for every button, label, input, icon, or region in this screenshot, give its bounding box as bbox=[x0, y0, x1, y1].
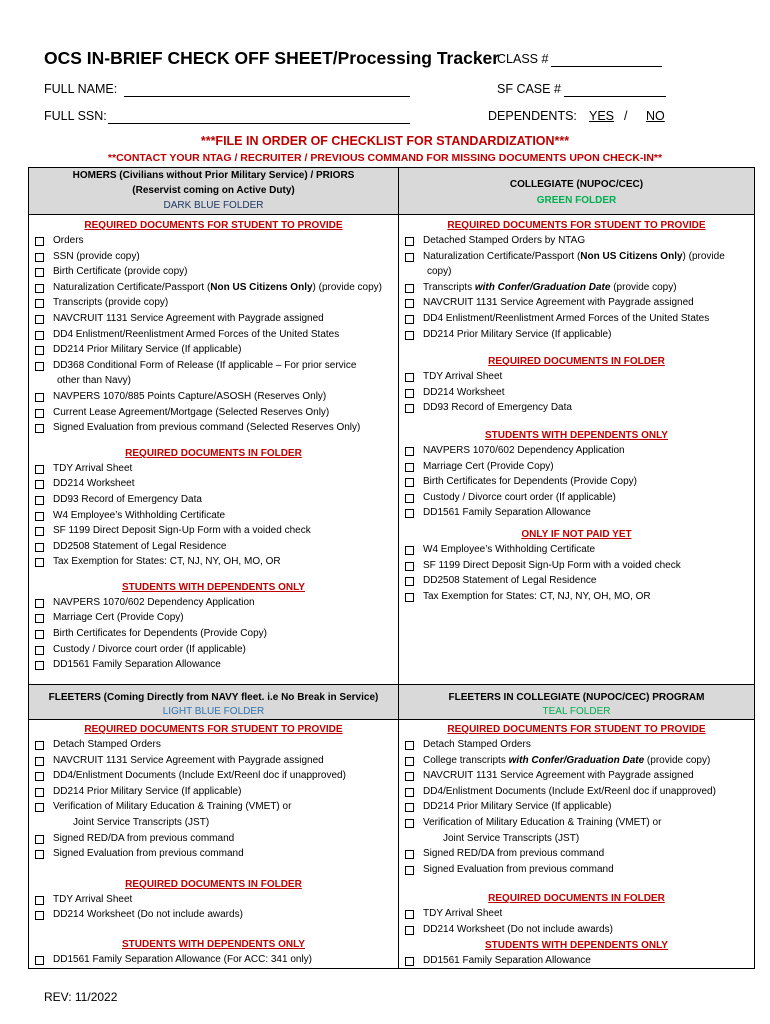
checkbox[interactable] bbox=[35, 741, 44, 750]
checklist-item bbox=[33, 539, 398, 555]
checklist-item bbox=[403, 249, 754, 265]
checklist-item bbox=[403, 784, 754, 800]
checkbox[interactable] bbox=[35, 543, 44, 552]
checklist-item bbox=[403, 737, 754, 753]
checklist-item-label: DD214 Prior Military Service (If applicable) bbox=[423, 801, 612, 813]
checkbox[interactable] bbox=[35, 237, 44, 246]
homers-dependents-list bbox=[29, 595, 398, 673]
checkbox[interactable] bbox=[35, 346, 44, 355]
checkbox[interactable] bbox=[405, 546, 414, 555]
fleeters-collegiate-student-docs-heading: REQUIRED DOCUMENTS FOR STUDENT TO PROVIDE bbox=[447, 724, 706, 735]
fleeters-folder: LIGHT BLUE FOLDER bbox=[162, 706, 265, 717]
checkbox[interactable] bbox=[405, 284, 414, 293]
checkbox[interactable] bbox=[35, 896, 44, 905]
fleeters-collegiate-folder: TEAL FOLDER bbox=[542, 706, 611, 717]
checkbox[interactable] bbox=[405, 447, 414, 456]
standardization-banner: ***FILE IN ORDER OF CHECKLIST FOR STANDARDIZATION*** bbox=[200, 134, 570, 148]
checklist-item bbox=[33, 476, 398, 492]
checklist-item bbox=[33, 657, 398, 673]
checklist-item bbox=[33, 831, 398, 847]
checklist-item bbox=[403, 589, 754, 605]
homers-folder-docs-heading: REQUIRED DOCUMENTS IN FOLDER bbox=[125, 447, 302, 459]
checklist-item bbox=[33, 358, 398, 374]
contact-banner: **CONTACT YOUR NTAG / RECRUITER / PREVIOUS COMMAND FOR MISSING DOCUMENTS UPON CHECK-IN** bbox=[107, 152, 663, 164]
checkbox[interactable] bbox=[35, 661, 44, 670]
fleeters-dependents-list bbox=[29, 952, 398, 968]
checklist-item-label: Tax Exemption for States: CT, NJ, NY, OH, MO, OR bbox=[53, 556, 281, 568]
sf-case-field[interactable] bbox=[564, 96, 666, 97]
checklist-item bbox=[33, 342, 398, 358]
checklist-item bbox=[403, 906, 754, 922]
full-name-label: FULL NAME: bbox=[44, 82, 118, 96]
homers-folder: DARK BLUE FOLDER bbox=[163, 200, 264, 211]
checklist-item bbox=[33, 753, 398, 769]
fleeters-student-docs-heading: REQUIRED DOCUMENTS FOR STUDENT TO PROVIDE bbox=[84, 724, 343, 735]
checklist-item bbox=[403, 753, 754, 769]
checklist-item-label: TDY Arrival Sheet bbox=[53, 462, 133, 474]
checkbox[interactable] bbox=[405, 741, 414, 750]
checklist-item-label: DD2508 Statement of Legal Residence bbox=[53, 540, 227, 552]
checklist-item-label: DD1561 Family Separation Allowance (For ACC: 341 only) bbox=[53, 953, 313, 965]
revision-date: REV: 11/2022 bbox=[44, 990, 118, 1004]
homers-subtitle: (Reservist coming on Active Duty) bbox=[132, 185, 295, 196]
checkbox[interactable] bbox=[405, 373, 414, 382]
checkbox[interactable] bbox=[35, 558, 44, 567]
checkbox[interactable] bbox=[35, 409, 44, 418]
checkbox[interactable] bbox=[405, 509, 414, 518]
checklist-item bbox=[33, 626, 398, 642]
checklist-item-label: Signed Evaluation from previous command bbox=[53, 848, 244, 860]
collegiate-not-paid-heading: ONLY IF NOT PAID YET bbox=[521, 528, 632, 540]
checklist-item-label: Transcripts with Confer/Graduation Date (provide copy) bbox=[423, 281, 677, 293]
checklist-item bbox=[33, 554, 398, 570]
checkbox[interactable] bbox=[405, 562, 414, 571]
checklist-item-label: NAVPERS 1070/602 Dependency Application bbox=[53, 596, 255, 608]
page-title: OCS IN-BRIEF CHECK OFF SHEET/Processing Tracker bbox=[44, 48, 500, 68]
checklist-item-label: SF 1199 Direct Deposit Sign-Up Form with a voided check bbox=[53, 525, 311, 537]
checklist-item-label: Current Lease Agreement/Mortgage (Selected Reserves Only) bbox=[53, 406, 330, 418]
collegiate-title: COLLEGIATE (NUPOC/CEC) bbox=[509, 179, 644, 190]
checklist-item-label: Naturalization Certificate/Passport (Non US Citizens Only) (provide copy) bbox=[53, 281, 382, 293]
checklist-item bbox=[33, 264, 398, 280]
checklist-item-label: Naturalization Certificate/Passport (Non US Citizens Only) (provide bbox=[423, 250, 725, 262]
checklist-item bbox=[403, 295, 754, 311]
checklist-item-label: NAVCRUIT 1131 Service Agreement with Paygrade assigned bbox=[423, 297, 694, 309]
checklist-item bbox=[33, 405, 398, 421]
checklist-item bbox=[403, 831, 754, 847]
checklist-item-label: Verification of Military Education & Training (VMET) or bbox=[423, 816, 662, 828]
fleeters-collegiate-header bbox=[399, 685, 755, 720]
fleeters-header bbox=[29, 685, 399, 720]
checkbox[interactable] bbox=[35, 599, 44, 608]
fleeters-folder-docs-heading: REQUIRED DOCUMENTS IN FOLDER bbox=[125, 878, 302, 890]
checklist-item bbox=[33, 642, 398, 658]
homers-student-docs-heading: REQUIRED DOCUMENTS FOR STUDENT TO PROVIDE bbox=[84, 220, 343, 231]
full-ssn-field[interactable] bbox=[108, 123, 410, 124]
checkbox[interactable] bbox=[405, 315, 414, 324]
checklist-item bbox=[33, 846, 398, 862]
checklist-item bbox=[33, 768, 398, 784]
checkbox[interactable] bbox=[35, 835, 44, 844]
checklist-item-label: W4 Employee’s Withholding Certificate bbox=[423, 543, 596, 555]
checklist-item bbox=[403, 953, 754, 969]
checklist-item-label: DD4 Enlistment/Reenlistment Armed Forces of the United States bbox=[423, 312, 710, 324]
checklist-item-label: Marriage Cert (Provide Copy) bbox=[53, 612, 184, 624]
checkbox[interactable] bbox=[35, 424, 44, 433]
checkbox[interactable] bbox=[405, 404, 414, 413]
checklist-item bbox=[33, 295, 398, 311]
checklist-item bbox=[403, 542, 754, 558]
checklist-item-label: DD93 Record of Emergency Data bbox=[53, 493, 202, 505]
checkbox[interactable] bbox=[405, 389, 414, 398]
checklist-item bbox=[403, 264, 754, 280]
collegiate-folder: GREEN FOLDER bbox=[536, 195, 617, 206]
checklist-item bbox=[33, 737, 398, 753]
collegiate-folder-docs-heading: REQUIRED DOCUMENTS IN FOLDER bbox=[488, 356, 665, 368]
checkbox[interactable] bbox=[405, 850, 414, 859]
checklist-item bbox=[403, 233, 754, 249]
fleeters-collegiate-student-docs-list bbox=[399, 737, 754, 877]
checkbox[interactable] bbox=[35, 268, 44, 277]
fleeters-student-docs-list bbox=[29, 737, 398, 862]
checklist-item bbox=[403, 505, 754, 521]
checklist-item bbox=[33, 610, 398, 626]
collegiate-dependents-list bbox=[399, 443, 754, 521]
checkbox[interactable] bbox=[35, 253, 44, 262]
checklist-item bbox=[403, 459, 754, 475]
collegiate-header bbox=[399, 168, 755, 215]
checklist-item bbox=[33, 892, 398, 908]
collegiate-not-paid-list bbox=[399, 542, 754, 604]
checklist-item bbox=[403, 327, 754, 343]
dependents-yes-option[interactable]: YES bbox=[589, 109, 615, 123]
fleeters-folder-docs-list bbox=[29, 892, 398, 923]
checkbox[interactable] bbox=[35, 772, 44, 781]
checkbox[interactable] bbox=[35, 911, 44, 920]
checkbox[interactable] bbox=[35, 512, 44, 521]
checklist-item-label: DD4/Enlistment Documents (Include Ext/Reenl doc if unapproved) bbox=[423, 785, 716, 797]
collegiate-folder-docs-list bbox=[399, 369, 754, 416]
checklist-item-label: Detached Stamped Orders by NTAG bbox=[423, 235, 586, 246]
checklist-item bbox=[403, 862, 754, 878]
collegiate-section bbox=[399, 215, 755, 685]
checkbox[interactable] bbox=[35, 465, 44, 474]
checkbox[interactable] bbox=[405, 757, 414, 766]
homers-student-docs-list bbox=[29, 233, 398, 436]
checklist-item bbox=[33, 327, 398, 343]
homers-folder-docs-list bbox=[29, 461, 398, 570]
checklist-item bbox=[403, 573, 754, 589]
checkbox[interactable] bbox=[35, 646, 44, 655]
checkbox[interactable] bbox=[35, 803, 44, 812]
checklist-item-label: DD214 Prior Military Service (If applicable) bbox=[53, 785, 242, 797]
checklist-item-label: SSN (provide copy) bbox=[53, 250, 140, 262]
checklist-item bbox=[33, 815, 398, 831]
checklist-item bbox=[33, 784, 398, 800]
checklist-item-label: Signed Evaluation from previous command bbox=[423, 863, 614, 875]
checklist-item bbox=[33, 492, 398, 508]
checklist-item-label: DD1561 Family Separation Allowance bbox=[423, 954, 591, 966]
checkbox[interactable] bbox=[405, 803, 414, 812]
checklist-item-label: TDY Arrival Sheet bbox=[423, 908, 503, 920]
checklist-item-label: DD214 Worksheet bbox=[53, 478, 135, 490]
fleeters-collegiate-dependents-heading: STUDENTS WITH DEPENDENTS ONLY bbox=[485, 939, 668, 951]
checklist-item bbox=[33, 595, 398, 611]
checklist-item-label: NAVCRUIT 1131 Service Agreement with Paygrade assigned bbox=[423, 770, 694, 782]
checklist-table bbox=[28, 167, 755, 969]
full-name-field[interactable] bbox=[124, 96, 410, 97]
checklist-item bbox=[33, 907, 398, 923]
checklist-item-label: DD1561 Family Separation Allowance bbox=[53, 659, 221, 671]
checklist-item-label: NAVPERS 1070/602 Dependency Application bbox=[423, 444, 625, 456]
homers-section bbox=[29, 215, 399, 685]
checklist-item-label: NAVCRUIT 1131 Service Agreement with Paygrade assigned bbox=[53, 754, 324, 766]
checkbox[interactable] bbox=[405, 253, 414, 262]
checklist-item-label: DD1561 Family Separation Allowance bbox=[423, 507, 591, 519]
checklist-item bbox=[33, 523, 398, 539]
collegiate-student-docs-heading: REQUIRED DOCUMENTS FOR STUDENT TO PROVIDE bbox=[447, 220, 706, 231]
checkbox[interactable] bbox=[405, 788, 414, 797]
checklist-item-label: Orders bbox=[53, 235, 84, 246]
checklist-item-label: Detach Stamped Orders bbox=[423, 739, 531, 750]
fleeters-collegiate-dependents-list bbox=[399, 953, 754, 969]
checkbox[interactable] bbox=[405, 331, 414, 340]
dependents-label: DEPENDENTS: bbox=[488, 109, 577, 123]
checklist-item-label: Custody / Divorce court order (If applicable) bbox=[53, 643, 246, 655]
checklist-item-label: Signed RED/DA from previous command bbox=[53, 832, 235, 844]
class-field[interactable] bbox=[551, 66, 662, 67]
checkbox[interactable] bbox=[35, 956, 44, 965]
checklist-item-label: DD214 Prior Military Service (If applicable) bbox=[53, 344, 242, 356]
checklist-item-label: DD214 Worksheet (Do not include awards) bbox=[53, 909, 243, 921]
checklist-item bbox=[33, 280, 398, 296]
checkbox[interactable] bbox=[405, 463, 414, 472]
checkbox[interactable] bbox=[35, 480, 44, 489]
checklist-item-label: Tax Exemption for States: CT, NJ, NY, OH, MO, OR bbox=[423, 590, 651, 602]
checklist-item-label: other than Navy) bbox=[57, 375, 131, 387]
checklist-item-label: W4 Employee’s Withholding Certificate bbox=[53, 509, 226, 521]
checkbox[interactable] bbox=[405, 478, 414, 487]
checklist-item bbox=[33, 389, 398, 405]
checklist-item-label: DD214 Worksheet (Do not include awards) bbox=[423, 923, 613, 935]
checklist-item-label: TDY Arrival Sheet bbox=[53, 893, 133, 905]
checkbox[interactable] bbox=[405, 299, 414, 308]
checkbox[interactable] bbox=[405, 866, 414, 875]
checklist-item-label: DD368 Conditional Form of Release (If applicable – For prior service bbox=[53, 359, 357, 371]
checklist-item bbox=[33, 233, 398, 249]
checkbox[interactable] bbox=[35, 331, 44, 340]
dependents-separator: / bbox=[624, 109, 628, 123]
checklist-item-label: SF 1199 Direct Deposit Sign-Up Form with a voided check bbox=[423, 559, 681, 571]
fleeters-collegiate-folder-docs-heading: REQUIRED DOCUMENTS IN FOLDER bbox=[488, 893, 665, 905]
checklist-item bbox=[403, 280, 754, 296]
checklist-item-label: Birth Certificates for Dependents (Provide Copy) bbox=[423, 476, 637, 488]
homers-header bbox=[29, 168, 399, 215]
fleeters-collegiate-section bbox=[399, 720, 755, 969]
checkbox[interactable] bbox=[405, 593, 414, 602]
checklist-item-label: Birth Certificate (provide copy) bbox=[53, 266, 188, 278]
checklist-item-label: College transcripts with Confer/Graduation Date (provide copy) bbox=[423, 754, 711, 766]
checklist-item-label: DD214 Prior Military Service (If applicable) bbox=[423, 328, 612, 340]
checklist-item bbox=[403, 815, 754, 831]
checklist-item bbox=[403, 385, 754, 401]
checklist-item bbox=[33, 461, 398, 477]
checklist-item-label: copy) bbox=[427, 266, 452, 278]
checkbox[interactable] bbox=[35, 630, 44, 639]
checklist-item bbox=[33, 373, 398, 389]
class-label: CLASS # bbox=[497, 52, 549, 66]
checkbox[interactable] bbox=[405, 577, 414, 586]
checkbox[interactable] bbox=[405, 910, 414, 919]
checkbox[interactable] bbox=[405, 237, 414, 246]
checkbox[interactable] bbox=[35, 299, 44, 308]
checklist-item-label: Verification of Military Education & Training (VMET) or bbox=[53, 801, 292, 813]
checklist-item bbox=[403, 400, 754, 416]
checkbox[interactable] bbox=[405, 819, 414, 828]
checkbox[interactable] bbox=[405, 957, 414, 966]
checkbox[interactable] bbox=[405, 772, 414, 781]
checklist-item-label: DD214 Worksheet bbox=[423, 386, 505, 398]
checklist-item bbox=[403, 311, 754, 327]
checkbox[interactable] bbox=[35, 788, 44, 797]
checklist-item-label: NAVPERS 1070/885 Points Capture/ASOSH (Reserves Only) bbox=[53, 390, 327, 402]
checklist-item-label: Birth Certificates for Dependents (Provide Copy) bbox=[53, 628, 267, 640]
checklist-item bbox=[33, 249, 398, 265]
checkbox[interactable] bbox=[405, 926, 414, 935]
checklist-item-label: Signed Evaluation from previous command (Selected Reserves Only) bbox=[53, 422, 361, 434]
checklist-item bbox=[403, 768, 754, 784]
checklist-item-label: DD4/Enlistment Documents (Include Ext/Reenl doc if unapproved) bbox=[53, 770, 346, 782]
collegiate-dependents-heading: STUDENTS WITH DEPENDENTS ONLY bbox=[485, 429, 668, 441]
homers-title: HOMERS (Civilians without Prior Military Service) / PRIORS bbox=[72, 170, 355, 181]
checklist-item bbox=[33, 311, 398, 327]
full-ssn-label: FULL SSN: bbox=[44, 109, 107, 123]
checklist-item bbox=[403, 474, 754, 490]
checklist-item bbox=[403, 369, 754, 385]
checklist-item bbox=[403, 558, 754, 574]
checkbox[interactable] bbox=[35, 527, 44, 536]
checkbox[interactable] bbox=[35, 284, 44, 293]
checkbox[interactable] bbox=[35, 496, 44, 505]
collegiate-student-docs-list bbox=[399, 233, 754, 342]
checklist-item bbox=[403, 922, 754, 938]
checklist-item-label: DD93 Record of Emergency Data bbox=[423, 402, 572, 414]
checklist-item-label: Custody / Divorce court order (If applicable) bbox=[423, 491, 616, 503]
checklist-item-label: Detach Stamped Orders bbox=[53, 739, 161, 750]
checklist-item bbox=[403, 443, 754, 459]
checklist-item-label: Transcripts (provide copy) bbox=[53, 297, 169, 309]
checkbox[interactable] bbox=[35, 393, 44, 402]
checklist-item bbox=[33, 420, 398, 436]
checkbox[interactable] bbox=[35, 850, 44, 859]
checklist-item bbox=[33, 952, 398, 968]
checklist-item-label: NAVCRUIT 1131 Service Agreement with Paygrade assigned bbox=[53, 312, 324, 324]
checklist-item-label: Marriage Cert (Provide Copy) bbox=[423, 460, 554, 472]
fleeters-dependents-heading: STUDENTS WITH DEPENDENTS ONLY bbox=[122, 938, 305, 950]
checklist-item-label: Joint Service Transcripts (JST) bbox=[73, 816, 210, 828]
fleeters-title: FLEETERS (Coming Directly from NAVY fleet. i.e No Break in Service) bbox=[48, 692, 379, 703]
checklist-item-label: Signed RED/DA from previous command bbox=[423, 848, 605, 860]
checkbox[interactable] bbox=[35, 315, 44, 324]
fleeters-section bbox=[29, 720, 399, 969]
checklist-item-label: DD2508 Statement of Legal Residence bbox=[423, 575, 597, 587]
checklist-item-label: TDY Arrival Sheet bbox=[423, 371, 503, 383]
checklist-item bbox=[403, 490, 754, 506]
fleeters-collegiate-title: FLEETERS IN COLLEGIATE (NUPOC/CEC) PROGRAM bbox=[448, 692, 705, 703]
checkbox[interactable] bbox=[35, 362, 44, 371]
checklist-item-label: Joint Service Transcripts (JST) bbox=[443, 832, 580, 844]
checklist-item bbox=[403, 846, 754, 862]
homers-dependents-heading: STUDENTS WITH DEPENDENTS ONLY bbox=[122, 581, 305, 593]
checklist-item-label: DD4 Enlistment/Reenlistment Armed Forces of the United States bbox=[53, 328, 340, 340]
checklist-item bbox=[403, 799, 754, 815]
fleeters-collegiate-folder-docs-list bbox=[399, 906, 754, 937]
checklist-item bbox=[33, 799, 398, 815]
checklist-item bbox=[33, 508, 398, 524]
sf-case-label: SF CASE # bbox=[497, 82, 561, 96]
dependents-no-option[interactable]: NO bbox=[646, 109, 665, 123]
checkbox[interactable] bbox=[35, 614, 44, 623]
checkbox[interactable] bbox=[405, 494, 414, 503]
checkbox[interactable] bbox=[35, 757, 44, 766]
